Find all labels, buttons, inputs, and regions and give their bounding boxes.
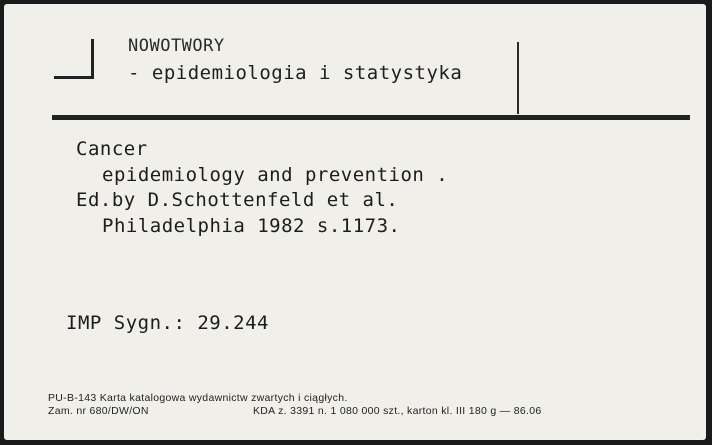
entry-editors: Ed.by D.Schottenfeld et al.	[76, 189, 399, 211]
footer-form-title: PU-B-143 Karta katalogowa wydawnictw zwartych i ciągłych.	[48, 392, 348, 404]
subject-subheading: - epidemiologia i statystyka	[128, 62, 463, 84]
entry-subtitle: epidemiology and prevention .	[102, 164, 449, 186]
entry-imprint: Philadelphia 1982 s.1173.	[102, 215, 401, 237]
heading-bracket-horizontal	[54, 76, 94, 79]
entry-title: Cancer	[76, 138, 148, 160]
footer-print-details: KDA z. 3391 n. 1 080 000 szt., karton kl. III 180 g — 86.06	[253, 405, 542, 417]
heading-rule	[52, 115, 690, 120]
call-number: IMP Sygn.: 29.244	[66, 312, 269, 334]
catalog-card	[4, 4, 706, 440]
heading-divider	[517, 42, 519, 114]
footer-order-number: Zam. nr 680/DW/ON	[48, 405, 149, 417]
subject-heading: NOWOTWORY	[128, 36, 225, 56]
heading-bracket-vertical	[91, 39, 94, 79]
